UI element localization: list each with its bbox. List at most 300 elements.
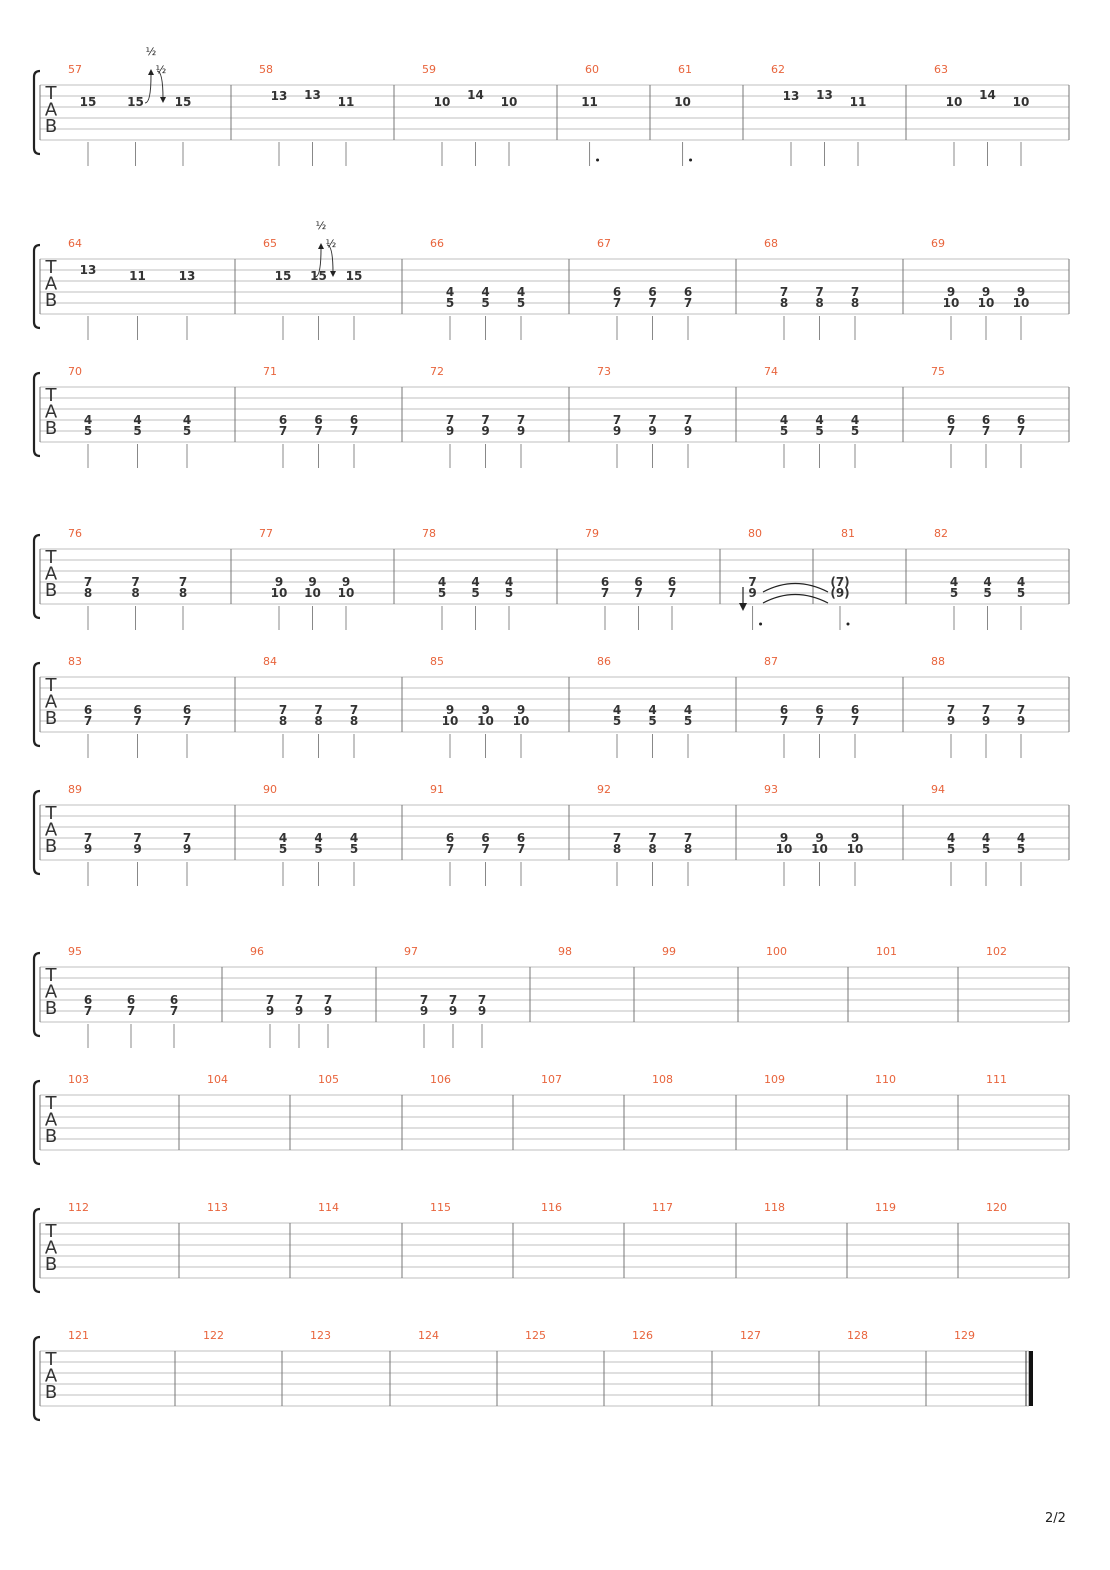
rhythm-dot <box>759 623 762 626</box>
measure-number: 68 <box>764 237 778 250</box>
fret-number: 10 <box>674 95 691 109</box>
rhythm-dot <box>596 159 599 162</box>
fret-number: 9 <box>850 831 860 845</box>
fret-number: 7 <box>815 285 824 299</box>
fret-number: 7 <box>323 993 333 1007</box>
fret-number: 9 <box>265 1004 275 1018</box>
tab-clef-letter: T <box>45 1221 57 1242</box>
fret-number: 10 <box>811 842 828 856</box>
fret-number: 6 <box>667 575 677 589</box>
system-bracket <box>34 1337 40 1420</box>
fret-number: 13 <box>816 88 833 102</box>
measure-number: 80 <box>748 527 762 540</box>
fret-number: 9 <box>294 1004 304 1018</box>
fret-number: 5 <box>445 296 455 310</box>
measure-number: 111 <box>986 1073 1007 1086</box>
fret-number: 7 <box>683 296 693 310</box>
fret-number: 7 <box>419 993 429 1007</box>
system-bracket <box>34 71 40 154</box>
fret-number: 8 <box>349 714 359 728</box>
fret-number: 5 <box>850 424 860 438</box>
tab-clef-letter: T <box>45 1093 57 1114</box>
fret-number: 5 <box>779 424 789 438</box>
fret-number: 7 <box>981 703 991 717</box>
fret-number: 9 <box>445 424 455 438</box>
fret-number: 9 <box>481 424 490 438</box>
fret-number: 8 <box>131 586 140 600</box>
measure-number: 77 <box>259 527 273 540</box>
fret-number: 9 <box>648 424 657 438</box>
measure-number: 103 <box>68 1073 89 1086</box>
fret-number: 7 <box>445 413 455 427</box>
fret-number: 7 <box>612 413 622 427</box>
measure-number: 112 <box>68 1201 89 1214</box>
fret-number: 8 <box>850 296 860 310</box>
measure-number: 82 <box>934 527 948 540</box>
fret-number: 14 <box>979 88 996 102</box>
tab-system <box>34 1337 1033 1420</box>
fret-number: 4 <box>481 285 490 299</box>
tab-clef-letter: T <box>45 257 57 278</box>
fret-number: 10 <box>1012 296 1030 310</box>
fret-number: 5 <box>1016 586 1026 600</box>
tab-clef-letter: T <box>45 1349 57 1370</box>
measure-number: 110 <box>875 1073 896 1086</box>
fret-number: 7 <box>981 424 991 438</box>
measure-number: 127 <box>740 1329 761 1342</box>
fret-number: 9 <box>683 424 693 438</box>
fret-number: 7 <box>349 703 359 717</box>
tab-clef-letter: A <box>44 273 58 295</box>
fret-number: 13 <box>782 89 800 103</box>
fret-number: 5 <box>504 586 514 600</box>
measure-number: 129 <box>954 1329 975 1342</box>
fret-number: 7 <box>182 714 192 728</box>
fret-number: 9 <box>182 842 192 856</box>
fret-number: 11 <box>849 95 867 109</box>
fret-number: 9 <box>133 842 142 856</box>
fret-number: 4 <box>779 413 789 427</box>
measure-number: 69 <box>931 237 945 250</box>
fret-number: 6 <box>83 703 93 717</box>
fret-number: 6 <box>126 993 136 1007</box>
fret-number: 5 <box>278 842 288 856</box>
measure-number: 125 <box>525 1329 546 1342</box>
fret-number: 7 <box>278 424 288 438</box>
fret-number: (7) <box>830 575 850 589</box>
fret-number: 8 <box>314 714 323 728</box>
tab-clef-letter: B <box>44 290 58 311</box>
fret-number: 6 <box>946 413 956 427</box>
tab-clef-letter: B <box>44 1126 58 1147</box>
fret-number: 15 <box>274 269 292 283</box>
fret-number: 7 <box>83 1004 93 1018</box>
fret-number: 9 <box>477 1004 487 1018</box>
fret-number: 9 <box>946 714 956 728</box>
fret-number: 9 <box>516 703 526 717</box>
measure-number: 102 <box>986 945 1007 958</box>
fret-number: 15 <box>127 95 144 109</box>
fret-number: 4 <box>504 575 514 589</box>
measure-number: 58 <box>259 63 273 76</box>
tab-clef-letter: B <box>44 116 58 137</box>
fret-number: 7 <box>779 285 789 299</box>
fret-number: 4 <box>278 831 288 845</box>
measure-number: 62 <box>771 63 785 76</box>
tab-clef-letter: T <box>45 83 57 104</box>
measure-number: 74 <box>764 365 778 378</box>
fret-number: 10 <box>945 95 963 109</box>
measure-number: 89 <box>68 783 82 796</box>
measure-number: 96 <box>250 945 264 958</box>
fret-number: 9 <box>612 424 622 438</box>
fret-number: 7 <box>850 285 860 299</box>
tab-clef-letter: A <box>44 1237 58 1259</box>
fret-number: 6 <box>349 413 359 427</box>
fret-number: 11 <box>337 95 355 109</box>
fret-number: 4 <box>1016 831 1026 845</box>
system-bracket <box>34 245 40 328</box>
tab-clef-letter: B <box>44 1382 58 1403</box>
measure-number: 115 <box>430 1201 451 1214</box>
measure-number: 79 <box>585 527 599 540</box>
fret-number: 6 <box>516 831 526 845</box>
strum-arrow-head <box>739 603 747 611</box>
fret-number: 5 <box>314 842 323 856</box>
measure-number: 99 <box>662 945 676 958</box>
fret-number: 5 <box>981 842 991 856</box>
fret-number: 5 <box>481 296 490 310</box>
fret-number: 4 <box>981 831 991 845</box>
fret-number: 8 <box>612 842 622 856</box>
fret-number: 5 <box>471 586 480 600</box>
tab-clef-letter: B <box>44 1254 58 1275</box>
fret-number: 10 <box>942 296 960 310</box>
measure-number: 98 <box>558 945 572 958</box>
fret-number: 4 <box>349 831 359 845</box>
tab-clef-letter: A <box>44 981 58 1003</box>
fret-number: 7 <box>169 1004 179 1018</box>
measure-number: 86 <box>597 655 611 668</box>
fret-number: 7 <box>850 714 860 728</box>
measure-number: 128 <box>847 1329 868 1342</box>
fret-number: 7 <box>634 586 643 600</box>
fret-number: 5 <box>949 586 959 600</box>
fret-number: 10 <box>433 95 451 109</box>
fret-number: 9 <box>83 842 93 856</box>
fret-number: 4 <box>850 413 860 427</box>
fret-number: 9 <box>341 575 351 589</box>
measure-number: 84 <box>263 655 277 668</box>
fret-number: 9 <box>448 1004 458 1018</box>
fret-number: 10 <box>775 842 793 856</box>
fret-number: 4 <box>983 575 992 589</box>
fret-number: 8 <box>815 296 824 310</box>
fret-number: 4 <box>445 285 455 299</box>
fret-number: 5 <box>983 586 992 600</box>
fret-number: 6 <box>850 703 860 717</box>
measure-number: 121 <box>68 1329 89 1342</box>
tab-clef-letter: A <box>44 563 58 585</box>
fret-number: 15 <box>174 95 192 109</box>
fret-number: 5 <box>516 296 526 310</box>
tab-clef-letter: T <box>45 385 57 406</box>
system-bracket <box>34 791 40 874</box>
fret-number: 4 <box>516 285 526 299</box>
fret-number: 4 <box>683 703 693 717</box>
fret-number: 9 <box>1016 285 1026 299</box>
measure-number: 124 <box>418 1329 439 1342</box>
measure-number: 85 <box>430 655 444 668</box>
fret-number: 13 <box>304 88 321 102</box>
fret-number: 5 <box>815 424 824 438</box>
tab-system <box>34 71 1069 166</box>
rhythm-dot <box>689 159 692 162</box>
tab-clef-letter: B <box>44 708 58 729</box>
fret-number: 9 <box>308 575 317 589</box>
measure-number: 107 <box>541 1073 562 1086</box>
measure-number: 119 <box>875 1201 896 1214</box>
measure-number: 104 <box>207 1073 228 1086</box>
measure-number: 71 <box>263 365 277 378</box>
fret-number: 4 <box>471 575 480 589</box>
tab-system <box>34 1209 1069 1292</box>
fret-number: 7 <box>600 586 610 600</box>
measure-number: 108 <box>652 1073 673 1086</box>
fret-number: 6 <box>182 703 192 717</box>
fret-number: 7 <box>294 993 304 1007</box>
fret-number: 6 <box>133 703 142 717</box>
fret-number: 7 <box>182 831 192 845</box>
measure-number: 64 <box>68 237 82 250</box>
fret-number: 7 <box>448 993 458 1007</box>
fret-number: 7 <box>314 424 323 438</box>
tab-clef-letter: B <box>44 998 58 1019</box>
fret-number: 5 <box>612 714 622 728</box>
measure-number: 117 <box>652 1201 673 1214</box>
fret-number: 6 <box>445 831 455 845</box>
measure-number: 118 <box>764 1201 785 1214</box>
fret-number: 6 <box>981 413 991 427</box>
measure-number: 113 <box>207 1201 228 1214</box>
tab-clef-letter: T <box>45 803 57 824</box>
fret-number: 4 <box>83 413 93 427</box>
measure-number: 91 <box>430 783 444 796</box>
system-bracket <box>34 535 40 618</box>
fret-number: (9) <box>830 586 850 600</box>
fret-number: 8 <box>683 842 693 856</box>
measure-number: 120 <box>986 1201 1007 1214</box>
tab-clef-letter: B <box>44 418 58 439</box>
fret-number: 13 <box>79 263 97 277</box>
fret-number: 5 <box>182 424 192 438</box>
fret-number: 7 <box>648 413 657 427</box>
fret-number: 10 <box>270 586 288 600</box>
fret-number: 7 <box>278 703 288 717</box>
fret-number: 7 <box>815 714 824 728</box>
fret-number: 5 <box>648 714 657 728</box>
measure-number: 93 <box>764 783 778 796</box>
release-arrow <box>160 97 166 103</box>
fret-number: 13 <box>270 89 288 103</box>
fret-number: 9 <box>748 586 757 600</box>
fret-number: 7 <box>648 296 657 310</box>
measure-number: 105 <box>318 1073 339 1086</box>
fret-number: 4 <box>1016 575 1026 589</box>
fret-number: 7 <box>1016 703 1026 717</box>
tie-arc <box>763 595 828 604</box>
fret-number: 6 <box>600 575 610 589</box>
fret-number: 7 <box>1016 424 1026 438</box>
fret-number: 9 <box>981 714 991 728</box>
system-bracket <box>34 953 40 1036</box>
fret-number: 4 <box>133 413 142 427</box>
fret-number: 5 <box>1016 842 1026 856</box>
fret-number: 7 <box>477 993 487 1007</box>
fret-number: 10 <box>441 714 459 728</box>
measure-number: 94 <box>931 783 945 796</box>
measure-number: 87 <box>764 655 778 668</box>
fret-number: 4 <box>182 413 192 427</box>
fret-number: 7 <box>946 424 956 438</box>
fret-number: 5 <box>946 842 956 856</box>
fret-number: 11 <box>581 95 598 109</box>
measure-number: 61 <box>678 63 692 76</box>
fret-number: 6 <box>612 285 622 299</box>
fret-number: 6 <box>314 413 323 427</box>
tab-clef-letter: A <box>44 691 58 713</box>
tab-clef-letter: T <box>45 547 57 568</box>
fret-number: 7 <box>445 842 455 856</box>
fret-number: 9 <box>516 424 526 438</box>
fret-number: 6 <box>169 993 179 1007</box>
fret-number: 7 <box>779 714 789 728</box>
fret-number: 4 <box>946 831 956 845</box>
measure-number: 66 <box>430 237 444 250</box>
fret-number: 13 <box>178 269 196 283</box>
tab-clef-letter: A <box>44 401 58 423</box>
release-arrow <box>330 271 336 277</box>
fret-number: 7 <box>178 575 188 589</box>
bend-curve <box>145 75 151 103</box>
fret-number: 7 <box>516 842 526 856</box>
measure-number: 67 <box>597 237 611 250</box>
measure-number: 95 <box>68 945 82 958</box>
fret-number: 7 <box>648 831 657 845</box>
fret-number: 15 <box>345 269 363 283</box>
system-bracket <box>34 373 40 456</box>
fret-number: 11 <box>129 269 146 283</box>
tab-clef-letter: A <box>44 819 58 841</box>
tab-system <box>34 1081 1069 1164</box>
measure-number: 116 <box>541 1201 562 1214</box>
fret-number: 9 <box>1016 714 1026 728</box>
fret-number: 6 <box>1016 413 1026 427</box>
fret-number: 7 <box>481 413 490 427</box>
fret-number: 6 <box>83 993 93 1007</box>
fret-number: 7 <box>133 831 142 845</box>
measure-number: 122 <box>203 1329 224 1342</box>
measure-number: 100 <box>766 945 787 958</box>
fret-number: 15 <box>310 269 327 283</box>
system-bracket <box>34 1209 40 1292</box>
fret-number: 9 <box>419 1004 429 1018</box>
fret-number: 7 <box>349 424 359 438</box>
fret-number: 9 <box>946 285 956 299</box>
rhythm-dot <box>847 623 850 626</box>
fret-number: 15 <box>79 95 97 109</box>
measure-number: 70 <box>68 365 82 378</box>
fret-number: 7 <box>667 586 677 600</box>
tab-clef-letter: T <box>45 675 57 696</box>
measure-number: 101 <box>876 945 897 958</box>
fret-number: 9 <box>274 575 284 589</box>
fret-number: 4 <box>815 413 824 427</box>
bend-label: ½ <box>155 63 167 76</box>
fret-number: 4 <box>612 703 622 717</box>
bend-arrow <box>148 69 154 75</box>
fret-number: 9 <box>981 285 991 299</box>
measure-number: 65 <box>263 237 277 250</box>
fret-number: 9 <box>323 1004 333 1018</box>
fret-number: 10 <box>977 296 995 310</box>
fret-number: 10 <box>477 714 494 728</box>
tab-clef-letter: B <box>44 836 58 857</box>
page-number: 2/2 <box>1045 1511 1066 1526</box>
fret-number: 5 <box>133 424 142 438</box>
measure-number: 106 <box>430 1073 451 1086</box>
fret-number: 5 <box>83 424 93 438</box>
fret-number: 8 <box>779 296 789 310</box>
bend-arrow <box>318 243 324 249</box>
fret-number: 4 <box>314 831 323 845</box>
tab-clef-letter: B <box>44 580 58 601</box>
fret-number: 8 <box>178 586 188 600</box>
tab-clef-letter: A <box>44 1365 58 1387</box>
fret-number: 6 <box>648 285 657 299</box>
fret-number: 6 <box>634 575 643 589</box>
measure-number: 92 <box>597 783 611 796</box>
fret-number: 8 <box>278 714 288 728</box>
fret-number: 7 <box>133 714 142 728</box>
fret-number: 7 <box>126 1004 136 1018</box>
fret-number: 7 <box>131 575 140 589</box>
fret-number: 10 <box>846 842 864 856</box>
fret-number: 6 <box>683 285 693 299</box>
measure-number: 88 <box>931 655 945 668</box>
measure-number: 73 <box>597 365 611 378</box>
tab-clef-letter: A <box>44 99 58 121</box>
fret-number: 4 <box>648 703 657 717</box>
fret-number: 5 <box>437 586 447 600</box>
fret-number: 9 <box>779 831 789 845</box>
fret-number: 9 <box>445 703 455 717</box>
fret-number: 7 <box>481 842 490 856</box>
tab-clef-letter: T <box>45 965 57 986</box>
fret-number: 7 <box>683 831 693 845</box>
measure-number: 59 <box>422 63 436 76</box>
fret-number: 7 <box>516 413 526 427</box>
measure-number: 63 <box>934 63 948 76</box>
fret-number: 6 <box>779 703 789 717</box>
measure-number: 114 <box>318 1201 339 1214</box>
fret-number: 9 <box>481 703 490 717</box>
fret-number: 7 <box>314 703 323 717</box>
measure-number: 75 <box>931 365 945 378</box>
system-bracket <box>34 663 40 746</box>
measure-number: 57 <box>68 63 82 76</box>
fret-number: 10 <box>500 95 518 109</box>
